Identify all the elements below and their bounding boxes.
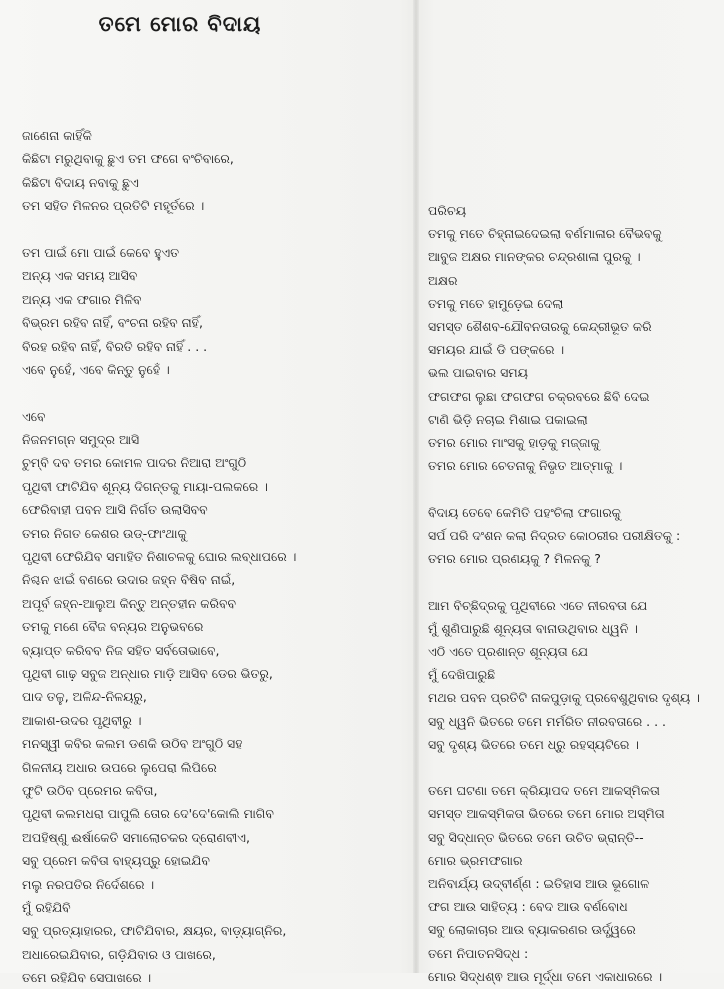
- poem-line: ଫେରିବାହୀ ପବନ ଆସି ନିର୍ଗତ ଉଲାସିବବ: [22, 502, 208, 518]
- poem-line: ପୃଥିବୀ ଫାଟିଯିବ ଶୂନ୍ୟ ଦିଗନ୍ତକୁ ମାୟା-ପଲକରେ ।: [22, 478, 268, 494]
- poem-line: ମୁଁ ରହିଯିବି: [22, 899, 71, 915]
- poem-title: ତମେ ମୋର ବିଦାୟ: [98, 12, 262, 36]
- poem-line: କିଛିଟା ମରୁଥିବାକୁ ଛୁଏ ତମ ଫଗେ ବଂଚିବାରେ,: [22, 151, 234, 167]
- poem-line: ଆକାଶ-ଉଦର ପୃଥିବୀରୁ ।: [22, 712, 142, 728]
- poem-line: ବ୍ୟାପ୍ତ କରିବବ ନିଜ ସହିତ ସର୍ବତୋଭାବେ,: [22, 642, 220, 658]
- poem-line: ମୁଁ ଦେଖିପାରୁଛି: [428, 667, 496, 683]
- poem-line: ମୋର ସିଦ୍ଧଶ୍ଵ ଆଉ ମୂର୍ଦ୍ଧା ତମେ ଏକାଧାରରେ ।: [428, 968, 663, 984]
- stanza-gap: [428, 570, 718, 593]
- stanza-gap: [428, 477, 718, 500]
- poem-line: ମଥର ପବନ ପ୍ରତିଟି ନାକପୁଡ଼ାକୁ ପ୍ରବେଶୁଥିବାର ଦୃଶ୍ୟ ।: [428, 690, 700, 706]
- poem-line: ଜାଣେନା କାହିଁକି: [22, 128, 92, 143]
- poem-line: ସବୁ ପ୍ରେମ କବିତା ବାହ୍ୟପ୍ରୁ ହୋଇଯିବ: [22, 853, 210, 869]
- poem-line: ଅନିବାର୍ଯ୍ୟ ଉଦ୍‌ବୀର୍ଣ୍ଣ : ଇତିହାସ ଆଉ ଭୂଗୋଳ: [428, 876, 650, 892]
- poem-line: ବିଦାୟ ତେବେ କେମିତି ପହଂଚିଲା ଫଗାରକୁ: [428, 504, 621, 520]
- poem-line: ଅନ୍ୟ ଏକ ସମୟ ଆସିବ: [22, 268, 138, 284]
- poem-line: ସବୁ ସିଦ୍ଧାନ୍ତ ଭିତରେ ତମେ ଉଚିତ ଭ୍ରାନ୍ତି--: [428, 829, 644, 845]
- page-gutter: [413, 0, 419, 973]
- poem-line: ମୋର ଭ୍ରମଫଗାର: [428, 852, 523, 868]
- poem-line: ଭଲ ପାଇବାର ସମୟ: [428, 365, 528, 381]
- poem-line: ସମସ୍ତ ଶୈଶବ-ଯୌବନତାରକୁ କେନ୍ଦ୍ରୀଭୂତ କରି: [428, 318, 652, 334]
- left-column: [22, 124, 412, 989]
- poem-line: ସବୁ ଦୃଶ୍ୟ ଭିତରେ ତମେ ଧ୍ରୁ ରହସ୍ୟଟିରେ ।: [428, 736, 639, 752]
- poem-line: ମୁଁ ଶୁଣିପାରୁଛି ଶୂନ୍ୟତା ବାନାଉଥିବାର ଧ୍ୱନି ।: [428, 620, 638, 636]
- poem-line: ତମେ ନିପାତନସିଦ୍ଧ :: [428, 945, 529, 961]
- poem-line: ଚୁମ୍ବି ଦବ ତମର କୋମଳ ପାଦର ନିଆରା ଅଂଗୁଠି: [22, 455, 247, 471]
- poem-line: ଅପହିଷ୍ଣୁ ଈର୍ଷାକେତି ସମାଲୋଚକର ଦ୍ରୋଣବୀଏ,: [22, 829, 250, 845]
- poem-line: ପୃଥିବୀ ଫେରିଯିବ ସମାହିତ ନିଶାଚଳକୁ ଘୋର ଲବ୍ଧାପରେ ।: [22, 549, 297, 565]
- poem-line: ତମକୁ ମତେ ଚିହ୍ନାଇଦେଇଲା ବର୍ଣମାଳାର ବୈଭବକୁ: [428, 226, 662, 242]
- poem-line: ଏବେ ନୁହେଁ, ଏବେ କିନ୍ତୁ ନୁହେଁ ।: [22, 361, 170, 377]
- poem-line: ତମର ମୋର ଚେତନାକୁ ନିଭୃତ ଆତ୍ମାକୁ ।: [428, 458, 623, 474]
- poem-line: ପରିଚୟ: [428, 203, 467, 218]
- poem-line: ଫଗ ଆଉ ସାହିତ୍ୟ : ବେଦ ଆଉ ବର୍ଣବୋଧ: [428, 899, 628, 915]
- poem-line: ଫଗଫଗ ଲୁଛା ଫଗଫଗ ଚକ୍ରବରେ ଛିବି ଦେଇ: [428, 388, 650, 404]
- poem-line: ପୃଥିବୀ ଗାଢ଼ ସବୁଜ ଅନ୍ଧାର ମାଡ଼ି ଆସିବ ଡେର ଭିତରୁ,: [22, 665, 273, 681]
- poem-line: କିଛିଟା ବିଦାୟ ନବାକୁ ଛୁଏ: [22, 174, 139, 190]
- poem-line: ତମର ନିଗତ କେଶର ଉଡ୍-ଫାଂଥାକୁ: [22, 525, 187, 541]
- poem-line: ପୃଥିବୀ କଲମଧରା ପାପୁଲି ତୋର ଦେ'ଦେ'କୋଲି ମାଗିବ: [22, 806, 274, 822]
- poem-line: ଆମ ବିଚ୍ଛିଦ୍ରକୁ ପୃଥିବୀରେ ଏତେ ନୀରବତା ଯେ: [428, 597, 648, 613]
- stanza-gap: [22, 381, 412, 404]
- poem-line: ଫୁଟି ଉଠିବ ପ୍ରେମର କବିତା,: [22, 782, 158, 798]
- poem-line: ସର୍ପ ପରି ଦଂଶନ କଲା ନିଦ୍ରତ କୋଠରୀର ପରୀକ୍ଷିତକୁ :: [428, 527, 681, 543]
- poem-line: ମଲୁ ନରପତିର ନିର୍ଦେଶରେ ।: [22, 876, 155, 892]
- stanza-gap: [428, 756, 718, 779]
- right-column: [428, 199, 718, 988]
- poem-line: ତମେ ରହିଯିବ ସେପାଖରେ ।: [22, 970, 152, 986]
- poem-line: ସମୟର ଯାଇଁ ଡି ପଙ୍କରେ ।: [428, 342, 565, 358]
- poem-line: ଅପୂର୍ବ ଜହ୍ନ-ଆଲୁଅ କିନ୍ତୁ ଅନ୍ତହୀନ କରିବବ: [22, 595, 237, 611]
- poem-line: ଅକ୍ଷର: [428, 272, 458, 288]
- poem-line: ସବୁ ଧ୍ୱନି ଭିତରେ ତମେ ମର୍ମରିତ ନୀରବତାରେ . . .: [428, 713, 667, 729]
- poem-line: ନିଶ୍ଚନ ଝାଇଁ ବଣରେ ଉଦାର ଜହ୍ନ ବିଷିବ ନାଇଁ,: [22, 572, 236, 588]
- poem-line: ଅନ୍ୟ ଏକ ଫଗାର ମିଳିବ: [22, 291, 142, 307]
- poem-line: ତମକୁ ମଣେ ବୈଜ ବନ୍ୟର ଅନୁଭବରେ: [22, 619, 204, 635]
- poem-line: ତମ ପାଇଁ ମୋ ପାଇଁ କେବେ ହୁଏତ: [22, 244, 180, 260]
- poem-line: ଟାଣି ଭିଡ଼ି ନଚାଇ ମିଶାଇ ପକାଇଲା: [428, 411, 588, 427]
- poem-line: ତମର ମୋର ପ୍ରଣୟକୁ ? ମିଳନକୁ ?: [428, 551, 601, 567]
- poem-line: ଏଠି ଏତେ ପ୍ରଶାନ୍ତ ଶୂନ୍ୟତା ଯେ: [428, 643, 589, 659]
- poem-line: ଗିଳନୀୟ ଅଧାର ଉପରେ ଲୁପେରା ଲିପିରେ: [22, 759, 217, 775]
- stanza-gap: [22, 218, 412, 241]
- poem-line: ତମର ମୋର ମାଂସକୁ ହାଡ଼କୁ ମଜ୍ଜାକୁ: [428, 434, 600, 450]
- poem-line: ଅଧାରେଇଯିବାର, ଗଡ଼ିଯିବାର ଓ ପାଖରେ,: [22, 946, 216, 962]
- poem-line: ସବୁ ପ୍ରତ୍ୟାହାରର, ଫାଟିଯିବାର, କ୍ଷୟର, ବାଡ଼୍ୟାଗ୍ନିର,: [22, 923, 287, 939]
- poem-line: ନିଜନମଗ୍ନ ସମୁଦ୍ର ଆସି: [22, 432, 140, 448]
- poem-line: ତମ ସହିତ ମିଳନର ପ୍ରତିଟି ମହୂର୍ତରେ ।: [22, 198, 205, 214]
- poem-line: ତମେ ଘଟଣା ତମେ କ୍ରିୟାପଦ ତମେ ଆକସ୍ମିକତା: [428, 783, 660, 799]
- poem-line: ପାଦ ତଳୁ, ଅଳିନ୍ଦ-ନିଳୟରୁ,: [22, 689, 147, 705]
- poem-line: ସବୁ ଲୋକାଚାର ଆଉ ବ୍ୟାକରଣର ଊର୍ଦ୍ଧ୍ୱରେ: [428, 922, 636, 938]
- poem-line: ବିଭ୍ରମ ରହିବ ନାହିଁ, ବଂଚନା ରହିବ ନାହିଁ,: [22, 315, 203, 331]
- poem-line: ସମସ୍ତ ଆକସ୍ମିକତା ଭିତରେ ତମେ ମୋର ଅସ୍ମିତା: [428, 806, 665, 822]
- poem-line: ବିରହ ରହିବ ନାହିଁ, ବିରତି ରହିବ ନାହିଁ . . .: [22, 338, 208, 354]
- poem-line: ମନସ୍ୱୀ କବିର କଲମ ଡଣକି ଉଠିବ ଅଂଗୁଠି ସହ: [22, 736, 243, 752]
- poem-line: ଆବୁଜ ଅକ୍ଷର ମାନଙ୍କର ଚନ୍ଦ୍ରଶାଳା ପୁରକୁ ।: [428, 249, 641, 265]
- poem-line: ତମକୁ ମତେ ହାମୁଡ଼େଇ ଦେଲା: [428, 295, 564, 311]
- poem-line: ଏବେ: [22, 408, 46, 424]
